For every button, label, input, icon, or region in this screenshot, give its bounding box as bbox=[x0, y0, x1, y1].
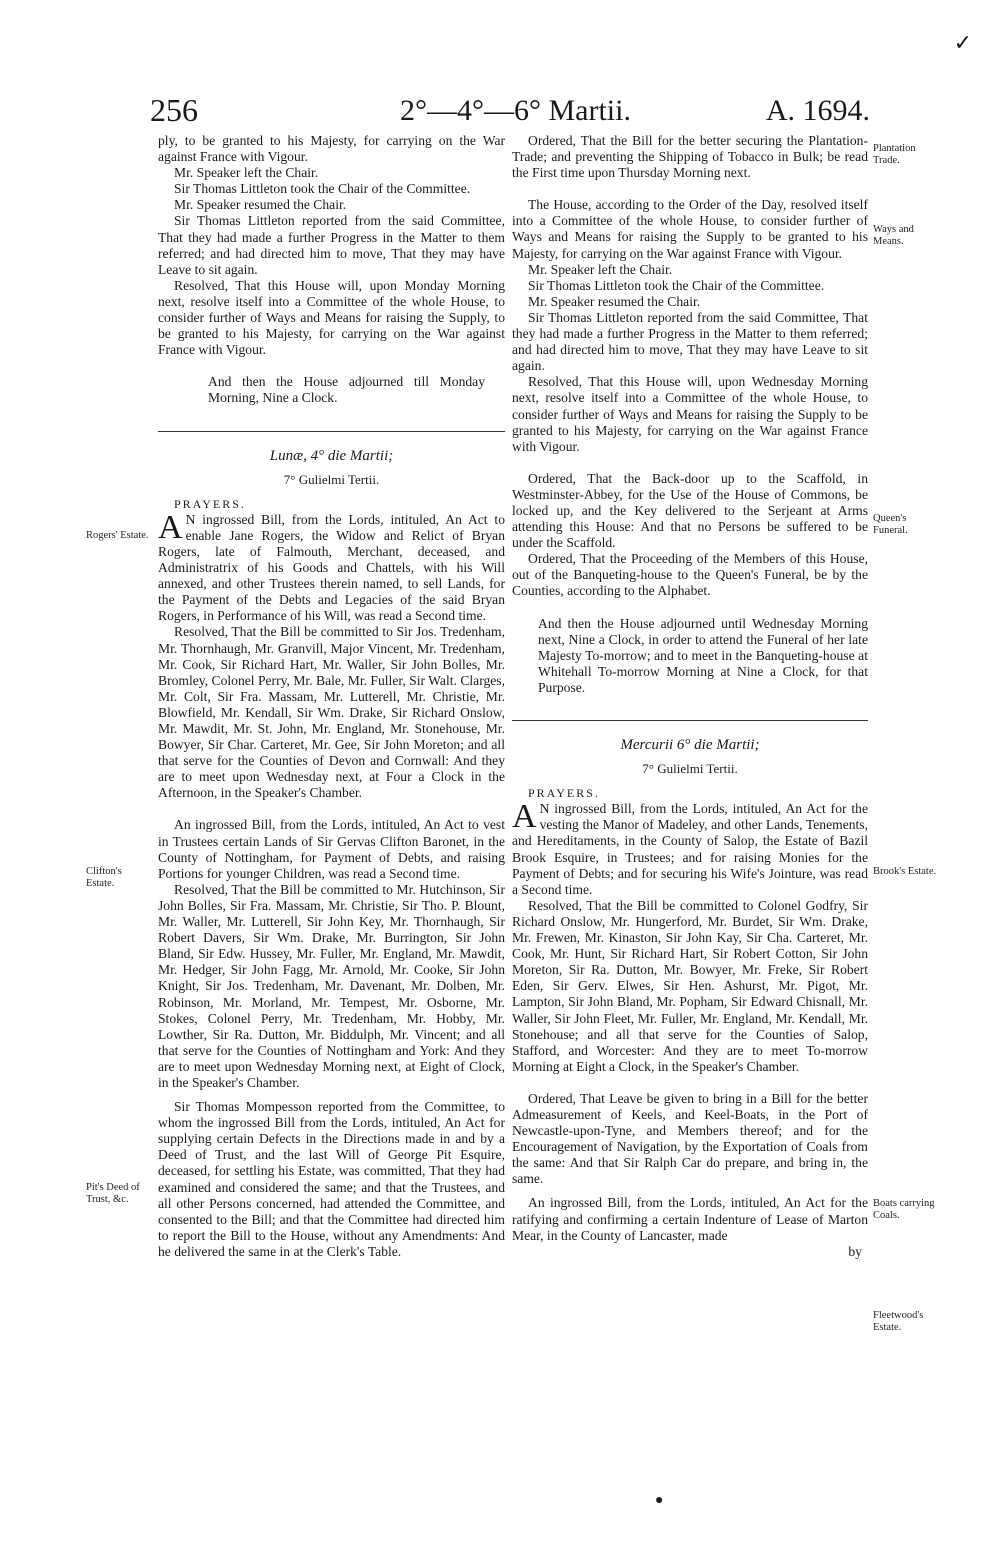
paragraph: Resolved, That this House will, upon Monday Morning next, resolve itself into a Committee of the whole House, to consider further of Ways and Means for raising the Supply, to be granted to his Majesty, for carrying on the War against France with Vigour. bbox=[158, 277, 505, 358]
paragraph: ply, to be granted to his Majesty, for carrying on the War against France with Vigour. bbox=[158, 133, 505, 165]
paragraph: Ordered, That Leave be given to bring in a Bill for the better Admeasurement of Keels, and Keel-Boats, in the Port of Newcastle-upon-Tyne, and Members thereof; and for the Encouragement of Navigation, by the Exportation of Coals from the same: And that Sir Ralph Car do prepare, and bring in, the same. bbox=[512, 1090, 868, 1187]
paragraph: Sir Thomas Littleton reported from the said Committee, That they had made a further Progress in the Matter to them referred; and had directed him to move, That they may have Leave to sit again. bbox=[158, 213, 505, 277]
paragraph: Ordered, That the Proceeding of the Members of this House, out of the Banqueting-house to the Queen's Funeral, be by the Counties, according to the Alphabet. bbox=[512, 551, 868, 599]
left-column bbox=[158, 133, 505, 1260]
paragraph: Sir Thomas Littleton took the Chair of the Committee. bbox=[528, 277, 825, 293]
day-heading: Mercurii 6° die Martii; bbox=[620, 737, 760, 753]
paragraph: Ordered, That the Bill for the better securing the Plantation-Trade; and preventing the Shipping of Tobacco in Bulk; be read the First time upon Thursday Morning next. bbox=[512, 133, 868, 181]
paragraph: An ingrossed Bill, from the Lords, intituled, An Act for the ratifying and confirming a certain Indenture of Lease of Marton Mear, in the County of Lancaster, made bbox=[512, 1195, 868, 1243]
margin-note-funeral: Queen's Funeral. bbox=[873, 513, 908, 536]
paragraph: Mr. Speaker resumed the Chair. bbox=[174, 197, 347, 213]
catchword: by bbox=[848, 1243, 862, 1259]
adjournment: And then the House adjourned till Monday Morning, Nine a Clock. bbox=[208, 374, 485, 406]
paragraph: A N ingrossed Bill, from the Lords, intituled, An Act for the vesting the Manor of Madeley, and other Lands, Tenements, and Hereditaments, in the County of Salop, the Estate of Bazil Brook Esquire, in Trustees; and for raising Monies for the Payment of Debts; and for securing his Wife's Jointure, was read a Second time. bbox=[512, 798, 868, 897]
margin-note-plantation: Plantation Trade. bbox=[873, 143, 916, 166]
paragraph: The House, according to the Order of the Day, resolved itself into a Committee of the whole House, to consider further of Ways and Means for raising the Supply to be granted to his Majesty, for carrying on the War against France with Vigour. bbox=[512, 197, 868, 261]
margin-note-ways: Ways and Means. bbox=[873, 224, 914, 247]
paragraph: Resolved, That the Bill be committed to Sir Jos. Tredenham, Mr. Thornhaugh, Mr. Granvill, Major Vincent, Mr. Tredenham, Mr. Cook, Sir Richard Hart, Mr. Waller, Sir John Bolles, Mr. Bromley, Colonel Perry, Mr. Bale, Mr. Fuller, Sir Walt. Clarges, Mr. Colt, Sir Fra. Massam, Mr. Lutterell, Mr. Christie, Mr. Blowfield, Mr. Kendall, Sir Wm. Drake, Sir Richard Onslow, Mr. Mawdit, Mr. St. John, Mr. England, Mr. Stonehouse, Mr. Bowyer, Sir Char. Carteret, Mr. Gee, Sir John Moreton; and all that serve for the Counties of Devon and Cornwall: And they are to meet upon Wednesday next, at Four a Clock in the Afternoon, in the Speaker's Chamber. bbox=[158, 624, 505, 801]
paragraph: Mr. Speaker resumed the Chair. bbox=[528, 293, 701, 309]
drop-cap: A bbox=[512, 798, 537, 836]
paragraph: Ordered, That the Back-door up to the Scaffold, in Westminster-Abbey, for the Use of the House of Commons, be locked up, and the Key delivered to the Serjeant at Arms attending this House: And that no Persons be suffered to be under the Scaffold. bbox=[512, 470, 868, 551]
paragraph: Resolved, That the Bill be committed to Mr. Hutchinson, Sir John Bolles, Sir Fra. Massam, Mr. Christie, Sir Tho. P. Blount, Mr. Waller, Mr. Lutterell, Sir John Key, Mr. Thornhaugh, Sir Robert Davers, Sir Wm. Drake, Mr. Burrington, Sir John Bland, Sir Edw. Hussey, Mr. Fuller, Mr. England, Mr. Mawdit, Mr. Hedger, Sir John Fagg, Mr. Arnold, Mr. Cooke, Sir John Knight, Sir Jos. Tredenham, Mr. Davenant, Mr. Dolben, Mr. Robinson, Mr. Morland, Mr. Tempest, Mr. Osborne, Mr. Stokes, Colonel Perry, Mr. Tredenham, Mr. Hobby, Mr. Lowther, Sir Ra. Dutton, Mr. Biddulph, Mr. Vincent; and all that serve for the Counties of Nottingham and York: And they are to meet upon Wednesday Morning next, at Eight of Clock, in the Speaker's Chamber. bbox=[158, 881, 505, 1090]
margin-note-clifton: Clifton's Estate. bbox=[86, 866, 122, 889]
margin-note-rogers: Rogers' Estate. bbox=[86, 530, 149, 541]
adjournment: And then the House adjourned until Wednesday Morning next, Nine a Clock, in order to attend the Funeral of her late Majesty To-morrow; and to meet in the Banqueting-house at Whitehall To-morrow Morning at Nine a Clock, for that Purpose. bbox=[538, 615, 868, 695]
paragraph: Mr. Speaker left the Chair. bbox=[528, 261, 673, 277]
ink-mark: ● bbox=[655, 1493, 664, 1508]
prayers-label: PRAYERS. bbox=[174, 496, 246, 511]
paragraph: A N ingrossed Bill, from the Lords, intituled, An Act to enable Jane Rogers, the Widow and Relict of Bryan Rogers, late of Falmouth, Merchant, deceased, and Administratrix of his Goods and Chattels, with his Will annexed, and other Trustees therein named, to sell Lands, for the Payment of the Debts and Legacies of the said Bryan Rogers, in Performance of his Will, was read a Second time. bbox=[158, 508, 505, 624]
paragraph: Mr. Speaker left the Chair. bbox=[174, 165, 319, 181]
running-title: 2°—4°—6° Martii. bbox=[400, 94, 631, 127]
paragraph: Sir Thomas Mompesson reported from the Committee, to whom the ingrossed Bill from the Lords, intituled, An Act for supplying certain Defects in the Directions made in and by a Deed of Trust, and the last Will of George Pit Esquire, deceased, for settling his Estate, was committed, That they had examined and considered the same; and that the Trustees, and all other Persons concerned, had attended the Committee, and consented to the Bill; and that the Committee had directed him to report the Bill to the House, without any Amendments: And he delivered the same in at the Clerk's Table. bbox=[158, 1099, 505, 1259]
margin-note-fleetwood: Fleetwood's Estate. bbox=[873, 1310, 924, 1333]
drop-cap: A bbox=[158, 508, 183, 546]
regnal-year: 7° Gulielmi Tertii. bbox=[283, 471, 380, 487]
paragraph: Sir Thomas Littleton reported from the said Committee, That they had made a further Progress in the Matter to them referred; and had directed him to move, That they may have Leave to sit again. bbox=[512, 309, 868, 374]
page-number: 256 bbox=[150, 92, 198, 128]
paragraph: Sir Thomas Littleton took the Chair of the Committee. bbox=[174, 181, 471, 197]
page-header bbox=[150, 92, 870, 132]
regnal-year: 7° Gulielmi Tertii. bbox=[642, 761, 738, 777]
corner-mark: ✓ bbox=[953, 30, 972, 55]
year-heading: A. 1694. bbox=[765, 94, 870, 127]
margin-note-pit: Pit's Deed of Trust, &c. bbox=[86, 1182, 140, 1205]
margin-note-boats: Boats carrying Coals. bbox=[873, 1198, 935, 1221]
paragraph: An ingrossed Bill, from the Lords, intituled, An Act to vest in Trustees certain Lands of Sir Gervas Clifton Baronet, in the County of Nottingham, for Payment of Debts, and raising Portions for younger Children, was read a Second time. bbox=[158, 817, 505, 881]
paragraph: Resolved, That this House will, upon Wednesday Morning next, resolve itself into a Committee of the whole House, to consider further of Ways and Means for raising the Supply to be granted to his Majesty, for carrying on the War against France with Vigour. bbox=[512, 374, 868, 454]
right-column bbox=[512, 133, 868, 1260]
paragraph: Resolved, That the Bill be committed to Colonel Godfry, Sir Richard Onslow, Mr. Hungerford, Mr. Burdet, Sir Wm. Drake, Mr. Frewen, Mr. Kinaston, Sir John Kay, Sir Cha. Carteret, Mr. Cook, Mr. Hunt, Sir Richard Hart, Sir Robert Cotton, Sir John Moreton, Sir Ra. Dutton, Mr. Bowyer, Mr. Freke, Sir Robert Eden, Sir Gerv. Elwes, Sir Hen. Ashurst, Mr. Pigot, Mr. Lampton, Sir John Bland, Mr. Popham, Sir Edward Chisnall, Mr. Waller, Sir John Fleet, Mr. Fuller, Mr. England, Mr. Kendall, Mr. Stonehouse; and all that serve for the Counties of Salop, Stafford, and Worcester: And they are to meet To-morrow Morning at Eight a Clock, in the Speaker's Chamber. bbox=[512, 897, 868, 1074]
prayers-label: PRAYERS. bbox=[528, 786, 600, 801]
margin-note-brook: Brook's Estate. bbox=[873, 866, 937, 877]
day-heading: Lunæ, 4° die Martii; bbox=[269, 447, 394, 464]
